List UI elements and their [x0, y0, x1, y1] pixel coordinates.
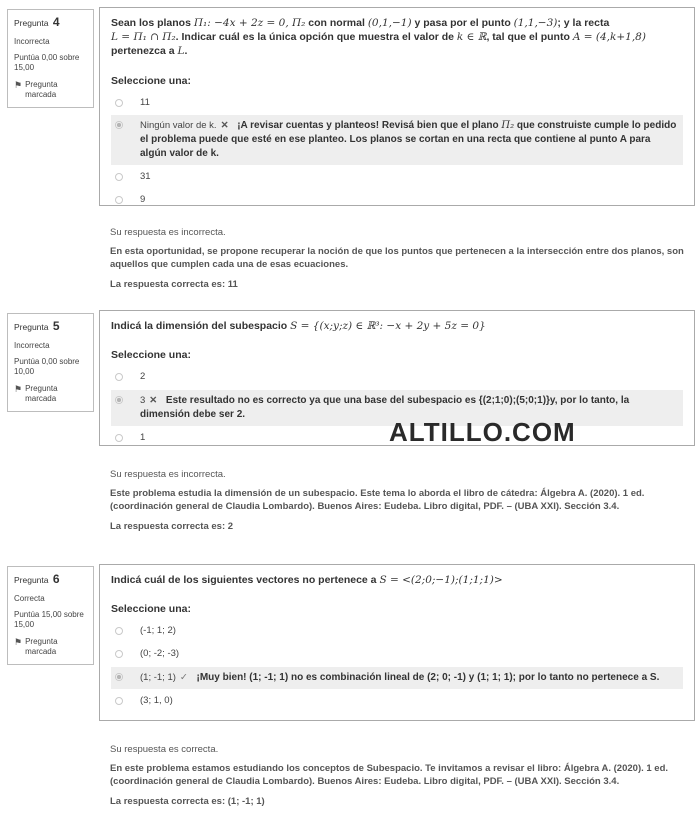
math-expression: L = Π₁ ∩ Π₂ [111, 31, 176, 44]
cross-icon: ✕ [149, 394, 158, 406]
math-expression: A = (4,k+1,8) [572, 31, 646, 44]
question-number [14, 319, 87, 335]
option-label: 11 [140, 96, 150, 108]
flag-icon: ⚑ [14, 636, 23, 647]
your-answer-status: Su respuesta es correcta. [110, 744, 219, 755]
correct-answer: La respuesta correcta es: 11 [110, 279, 238, 291]
option-label: Ningún valor de k. [140, 120, 217, 132]
option-label: (1; -1; 1) [140, 671, 176, 683]
question-score: Puntúa 0,00 sobre 15,00 [14, 52, 80, 73]
question-info-4 [7, 9, 94, 108]
select-label: Seleccione una: [111, 603, 191, 616]
math-expression: (0,1,−1) [367, 17, 412, 29]
question-info-5 [7, 313, 94, 412]
math-expression: L [177, 45, 185, 58]
text-segment: Indicá la dimensión del subespacio [111, 320, 291, 332]
flag-question-toggle[interactable] [14, 80, 87, 101]
option-label: (3; 1, 0) [140, 694, 173, 706]
option-label: 2 [140, 371, 146, 383]
question-status: Correcta [14, 593, 45, 603]
answer-option[interactable] [111, 621, 683, 642]
question-score: Puntúa 15,00 sobre 15,00 [14, 609, 84, 630]
watermark: ALTILLO.COM [389, 417, 576, 447]
radio-button[interactable] [115, 434, 123, 442]
answer-option[interactable] [111, 367, 683, 388]
option-feedback: ¡Muy bien! (1; -1; 1) no es combinación lineal de (2; 0; -1) y (1; 1; 1); por lo tanto no pertenece a S. [196, 671, 660, 683]
text-segment: ; y la recta [557, 17, 610, 29]
math-expression: Π₁: −4x + 2z = 0, Π₂ [193, 17, 306, 29]
math-expression: Π₂ [501, 120, 515, 132]
question-text [111, 319, 683, 333]
option-label: 3 [140, 394, 146, 406]
text-segment: , tal que el punto [486, 31, 573, 44]
general-feedback: Este problema estudia la dimensión de un subespacio. Este tema lo aborda el libro de cátedra: Álgebra A. (2020). 1 ed. (coordinación general de Claudia Lombardo). Buenos Aires: Eudeba. Libro digital, PDF. – (UBA XXI). Sección 3.4. [110, 487, 645, 512]
question-label: Pregunta [14, 575, 49, 585]
option-content [140, 119, 677, 160]
text-segment: y pasa por el punto [411, 17, 514, 29]
option-label: 9 [140, 193, 146, 205]
option-content [140, 671, 659, 685]
radio-button[interactable] [115, 650, 123, 658]
general-feedback: En esta oportunidad, se propone recuperar la noción de que los puntos que pertenecen a la intersección entre dos planos, son aquellos que cumplen cada una de esas ecuaciones. [110, 245, 684, 270]
question-number [14, 572, 87, 588]
flag-label: Pregunta marcada [25, 79, 58, 100]
check-icon: ✓ [179, 671, 188, 683]
flag-question-toggle[interactable] [14, 384, 87, 405]
math-expression: (1,1,−3) [513, 17, 558, 29]
question-text [111, 573, 683, 587]
question-number-value: 4 [52, 15, 60, 29]
correct-answer: La respuesta correcta es: (1; -1; 1) [110, 796, 265, 808]
option-label: 31 [140, 170, 151, 182]
question-card-6 [99, 564, 695, 721]
text-segment: que construiste cumple lo pedido el problema puede que esté en ese planteo. Los planos se cortan en una recta que contiene al punto A para algún valor de k. [140, 120, 677, 159]
radio-button[interactable] [115, 196, 123, 204]
flag-label: Pregunta marcada [25, 636, 58, 657]
radio-button[interactable] [115, 121, 123, 129]
text-segment: ¡A revisar cuentas y planteos! Revisá bien que el plano [237, 120, 502, 132]
select-label: Seleccione una: [111, 349, 191, 362]
question-text: Sean los planos Π₁: −4x + 2z = 0, Π₂ con normal (0,1,−1) y pasa por el punto (1,1,−3); y la recta L = Π₁ ∩ Π₂. Indicar cuál es la única opción que muestra el valor de k ∈ ℝ, tal que el punto A = (4,k+1,8) pertenezca a L. [111, 17, 646, 58]
feedback-block-6 [110, 744, 690, 809]
flag-question-toggle[interactable] [14, 637, 87, 658]
radio-button[interactable] [115, 697, 123, 705]
radio-button[interactable] [115, 99, 123, 107]
feedback-block-4 [110, 227, 690, 292]
correct-answer: La respuesta correcta es: 2 [110, 521, 234, 533]
radio-button[interactable] [115, 627, 123, 635]
your-answer-status: Su respuesta es incorrecta. [110, 469, 226, 480]
radio-button[interactable] [115, 396, 123, 404]
feedback-block-5 [110, 469, 690, 534]
question-number [14, 15, 87, 31]
flag-label: Pregunta marcada [25, 383, 58, 404]
general-feedback: En este problema estamos estudiando los conceptos de Subespacio. Te invitamos a revisar el libro: Álgebra A. (2020). 1 ed. (coordinación general de Claudia Lombardo). Buenos Aires: Eudeba. Libro digital, PDF. – (UBA XXI). Sección 3.4. [110, 762, 669, 787]
text-segment: pertenezca a [111, 45, 178, 58]
math-expression: S = <(2;0;−1);(1;1;1)> [379, 574, 503, 586]
answer-option[interactable] [111, 167, 683, 188]
flag-icon: ⚑ [14, 383, 23, 394]
math-expression: k ∈ ℝ [456, 31, 487, 44]
option-label: 1 [140, 431, 146, 443]
answer-option[interactable] [111, 691, 683, 712]
answer-option[interactable] [111, 190, 683, 211]
radio-button[interactable] [115, 373, 123, 381]
question-info-6 [7, 566, 94, 665]
your-answer-status: Su respuesta es incorrecta. [110, 227, 226, 238]
cross-icon: ✕ [220, 120, 229, 132]
answer-option-selected[interactable] [111, 115, 683, 164]
question-label: Pregunta [14, 18, 49, 28]
radio-button[interactable] [115, 673, 123, 681]
question-number-value: 6 [52, 572, 60, 586]
question-status: Incorrecta [14, 340, 50, 350]
question-score: Puntúa 0,00 sobre 10,00 [14, 356, 80, 377]
text-segment: . Indicar cuál es la única opción que muestra el valor de [175, 31, 457, 44]
answer-option-selected[interactable] [111, 667, 683, 689]
math-expression: S = {(x;y;z) ∈ ℝ³: −x + 2y + 5z = 0} [290, 320, 486, 332]
radio-button[interactable] [115, 173, 123, 181]
option-feedback: Este resultado no es correcto ya que una base del subespacio es {(2;1;0);(5;0;1)}y, por lo tanto, la dimensión debe ser 2. [140, 394, 630, 420]
question-status: Incorrecta [14, 36, 50, 46]
text-segment: Indicá cuál de los siguientes vectores no pertenece a [111, 574, 380, 586]
question-number-value: 5 [52, 319, 60, 333]
answer-option[interactable] [111, 93, 683, 114]
option-label: (0; -2; -3) [140, 647, 180, 659]
text-segment: Sean los planos [111, 17, 194, 29]
text-segment: con normal [305, 17, 368, 29]
select-label: Seleccione una: [111, 74, 191, 87]
answer-option[interactable] [111, 644, 683, 665]
question-card-4 [99, 7, 695, 206]
flag-icon: ⚑ [14, 79, 23, 90]
option-label: (-1; 1; 2) [140, 625, 176, 637]
question-label: Pregunta [14, 322, 49, 332]
